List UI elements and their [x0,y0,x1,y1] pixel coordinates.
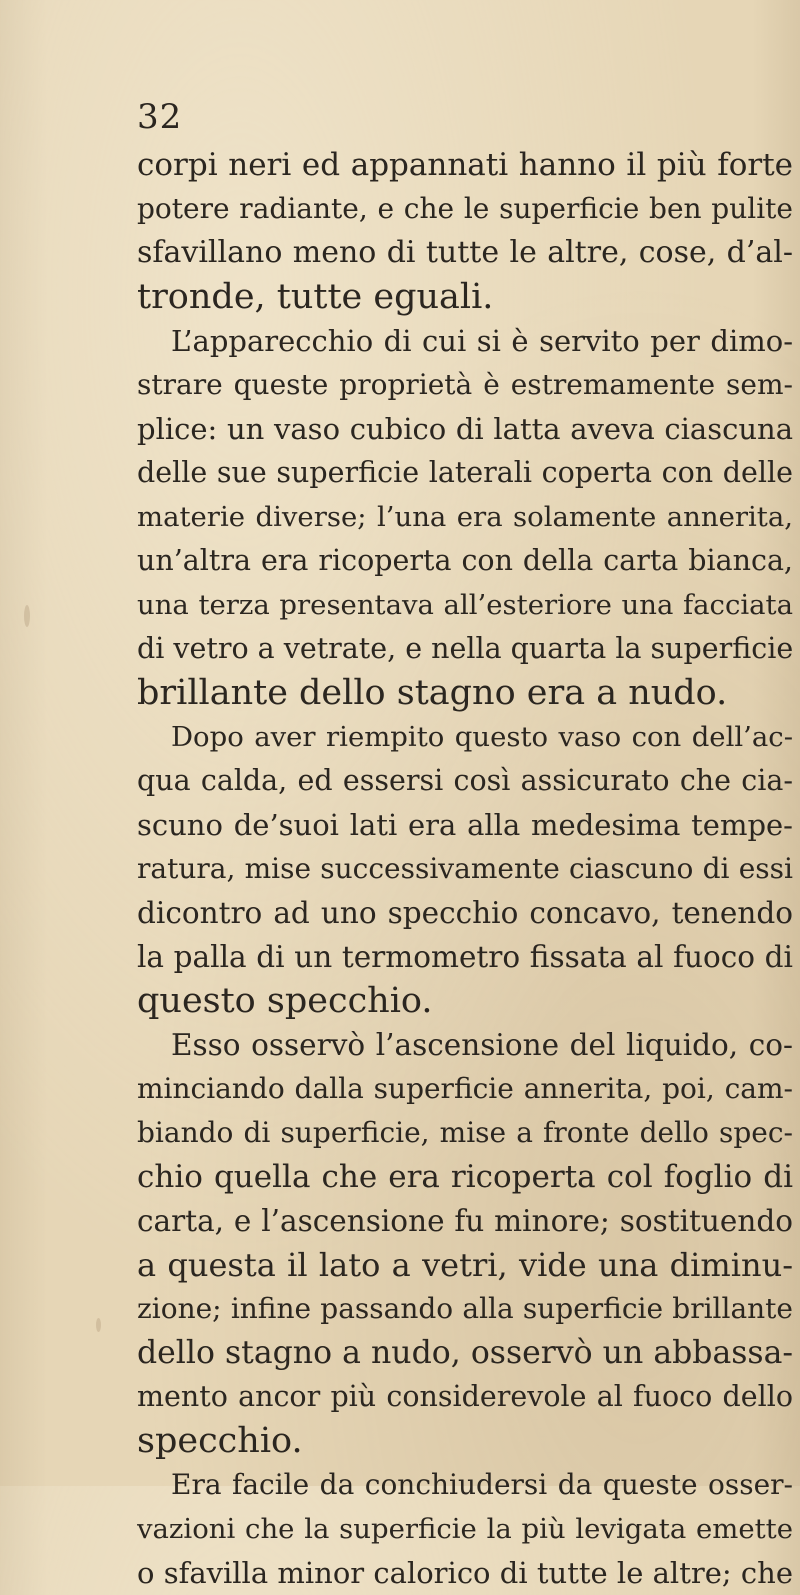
text-line: mento ancor più considerevole al fuoco dello [137,1380,793,1413]
body-text [137,143,793,1595]
text-line: chio quella che era ricoperta col foglio di [137,1159,793,1195]
text-line: qua calda, ed essersi così assicurato che cia- [137,764,793,797]
text-line: minciando dalla superficie annerita, poi, cam- [137,1072,793,1105]
paragraph-first-line: L’apparecchio di cui si è servito per dimo- [171,324,793,358]
page-number: 32 [137,97,183,137]
text-line: un’altra era ricoperta con della carta bianca, [137,544,793,577]
text-line: tronde, tutte eguali. [137,277,494,317]
text-line: biando di superficie, mise a fronte dello spec- [137,1116,793,1149]
text-line: o sfavilla minor calorico di tutte le altre; che [137,1556,793,1590]
text-line: brillante dello stagno era a nudo. [137,673,728,713]
text-line: plice: un vaso cubico di latta aveva ciascuna [137,412,793,446]
text-line: materie diverse; l’una era solamente annerita, [137,501,793,533]
text-line: sfavillano meno di tutte le altre, cose, d’al- [137,235,793,270]
text-line: di vetro a vetrate, e nella quarta la superficie [137,632,793,665]
paper-stain [96,1318,101,1332]
paragraph-first-line: Era facile da conchiudersi da queste osser- [171,1468,793,1501]
text-line: zione; infine passando alla superficie brillante [137,1292,793,1325]
paper-stain [24,605,30,627]
paragraph-first-line: Dopo aver riempito questo vaso con dell’ac- [171,721,793,753]
text-line: specchio. [137,1421,303,1461]
text-line: dello stagno a nudo, osservò un abbassa- [137,1335,793,1371]
text-line: corpi neri ed appannati hanno il più forte [137,147,793,183]
text-line: dicontro ad uno specchio concavo, tenendo [137,896,793,930]
text-line: a questa il lato a vetri, vide una diminu- [137,1246,793,1284]
text-line: ratura, mise successivamente ciascuno di essi [137,852,793,885]
text-line: scuno de’suoi lati era alla medesima tempe- [137,808,793,842]
text-line: carta, e l’ascensione fu minore; sostituendo [137,1204,793,1238]
paragraph-first-line: Esso osservò l’ascensione del liquido, co- [171,1028,793,1062]
text-line: questo specchio. [137,981,433,1021]
text-line: una terza presentava all’esteriore una facciata [137,589,793,621]
text-line: strare queste proprietà è estremamente sem- [137,368,793,401]
text-line: delle sue superficie laterali coperta con delle [137,456,793,489]
text-line: potere radiante, e che le superficie ben pulite [137,192,793,225]
text-line: vazioni che la superficie la più levigata emette [137,1513,793,1545]
text-line: la palla di un termometro fissata al fuoco di [137,940,793,974]
